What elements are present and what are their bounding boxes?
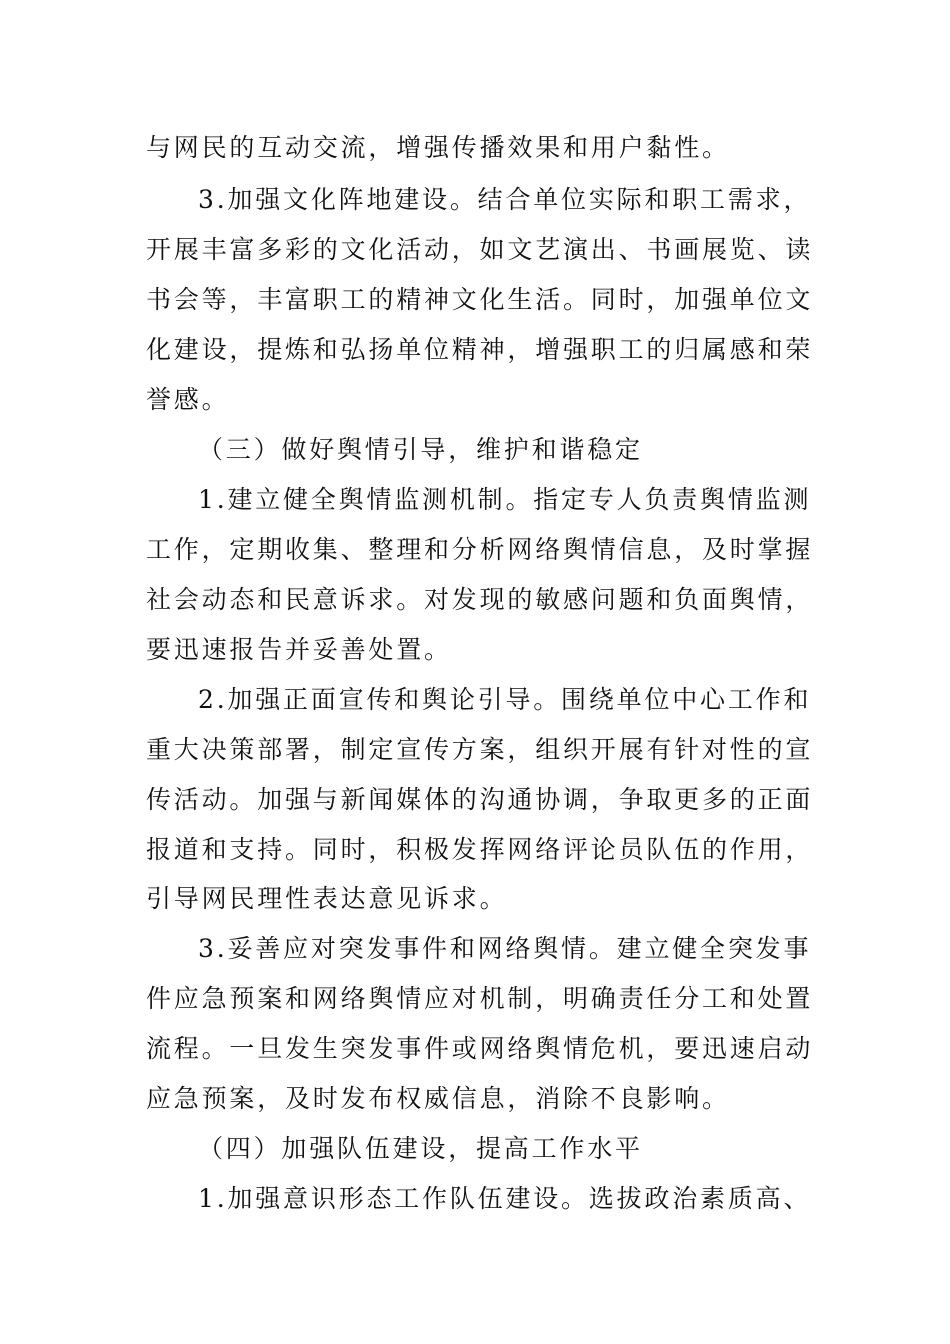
text-line: 重大决策部署，制定宣传方案，组织开展有针对性的宣 bbox=[146, 735, 814, 764]
text-line: 报道和支持。同时，积极发挥网络评论员队伍的作用， bbox=[146, 835, 814, 864]
text-line: 与网民的互动交流，增强传播效果和用户黏性。 bbox=[146, 133, 730, 162]
text-line: 流程。一旦发生突发事件或网络舆情危机，要迅速启动 bbox=[146, 1034, 814, 1063]
text-line: 1.建立健全舆情监测机制。指定专人负责舆情监测 bbox=[198, 485, 812, 514]
section-heading: （四）加强队伍建设，提高工作水平 bbox=[198, 1134, 643, 1163]
text-line: 誉感。 bbox=[146, 385, 230, 414]
text-line: 社会动态和民意诉求。对发现的敏感问题和负面舆情， bbox=[146, 585, 814, 614]
text-line: 件应急预案和网络舆情应对机制，明确责任分工和处置 bbox=[146, 984, 814, 1013]
text-line: 2.加强正面宣传和舆论引导。围绕单位中心工作和 bbox=[198, 685, 812, 714]
text-line: 开展丰富多彩的文化活动，如文艺演出、书画展览、读 bbox=[146, 235, 814, 264]
section-heading: （三）做好舆情引导，维护和谐稳定 bbox=[198, 435, 643, 464]
text-line: 应急预案，及时发布权威信息，消除不良影响。 bbox=[146, 1084, 730, 1113]
text-line: 引导网民理性表达意见诉求。 bbox=[146, 884, 508, 913]
text-line: 工作，定期收集、整理和分析网络舆情信息，及时掌握 bbox=[146, 535, 814, 564]
text-line: 传活动。加强与新闻媒体的沟通协调，争取更多的正面 bbox=[146, 785, 814, 814]
text-line: 3.加强文化阵地建设。结合单位实际和职工需求， bbox=[198, 185, 812, 214]
text-line: 化建设，提炼和弘扬单位精神，增强职工的归属感和荣 bbox=[146, 335, 814, 364]
text-line: 1.加强意识形态工作队伍建设。选拔政治素质高、 bbox=[198, 1184, 812, 1213]
text-line: 要迅速报告并妥善处置。 bbox=[146, 635, 452, 664]
text-line: 书会等，丰富职工的精神文化生活。同时，加强单位文 bbox=[146, 285, 814, 314]
text-line: 3.妥善应对突发事件和网络舆情。建立健全突发事 bbox=[198, 934, 812, 963]
